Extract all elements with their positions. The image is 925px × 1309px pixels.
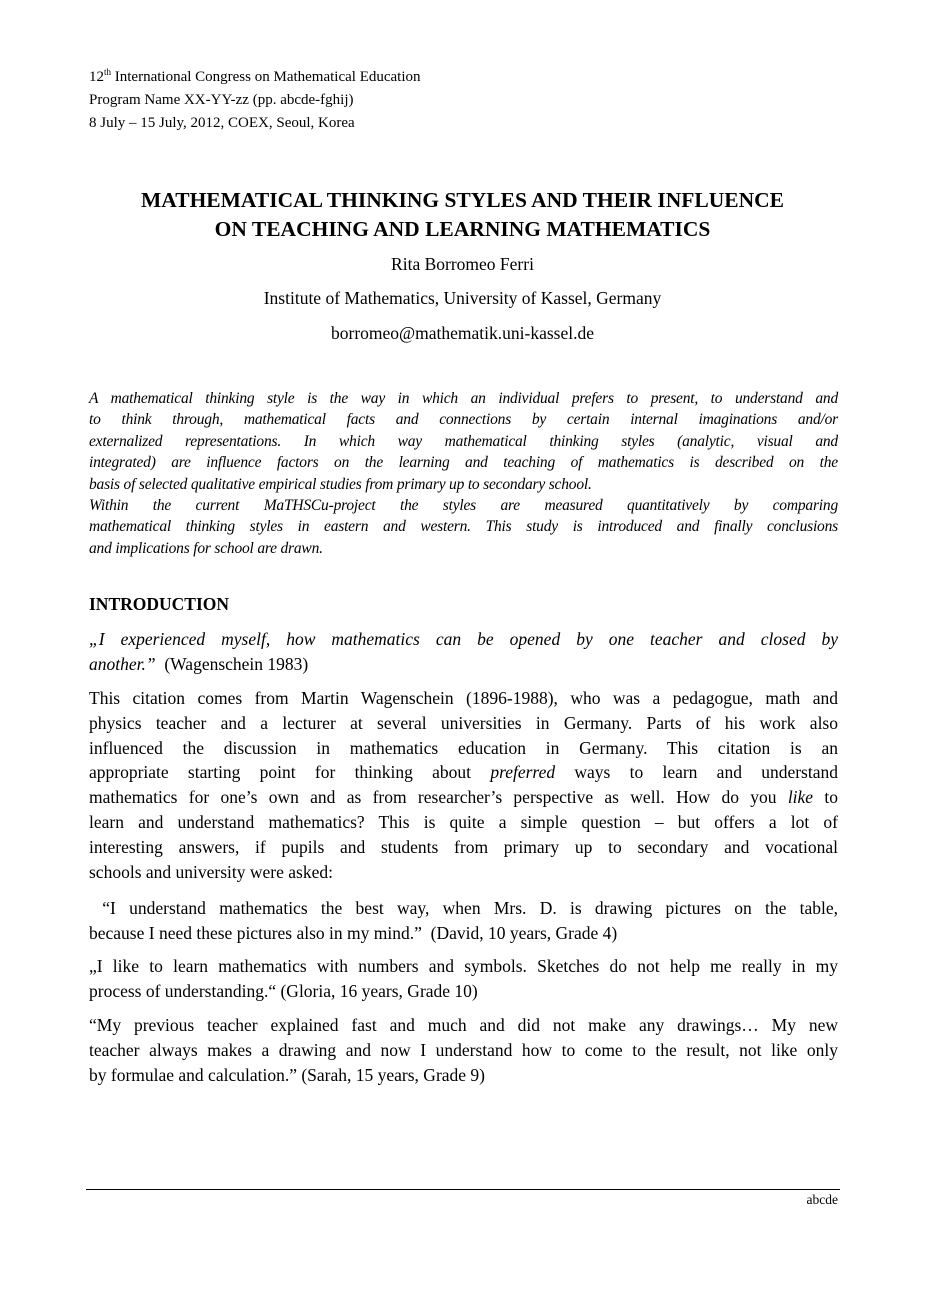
affiliation: Institute of Mathematics, University of Kassel, Germany xyxy=(263,288,662,308)
paragraph-line xyxy=(89,785,838,810)
author-name: Rita Borromeo Ferri xyxy=(391,254,534,274)
quote-line: process of understanding.“ (Gloria, 16 years, Grade 10) xyxy=(89,980,478,1001)
quote-line: teacher always makes a drawing and now I understand how to come to the result, not like only xyxy=(89,1039,838,1060)
epigraph-line: „I experienced myself, how mathematics can be opened by one teacher and closed by xyxy=(89,629,838,649)
abstract-line: and implications for school are drawn. xyxy=(89,539,323,557)
section-heading: INTRODUCTION xyxy=(89,594,230,614)
text-segment: appropriate starting point for thinking about xyxy=(89,762,491,783)
paragraph-line xyxy=(89,760,838,785)
quote-line: “I understand mathematics the best way, when Mrs. D. is drawing pictures on the table, xyxy=(89,898,838,918)
conference-name: International Congress on Mathematical Education xyxy=(111,69,421,85)
epigraph xyxy=(89,627,838,677)
paragraph-line: learn and understand mathematics? This is quite a simple question – but offers a lot of xyxy=(89,811,838,832)
abstract-line: basis of selected qualitative empirical studies from primary up to secondary school. xyxy=(89,475,592,493)
abstract-line: integrated) are influence factors on the learning and teaching of mathematics is described on the xyxy=(89,454,838,472)
intro-paragraph xyxy=(89,686,838,884)
emphasis: like xyxy=(787,787,814,808)
paragraph-line: influenced the discussion in mathematics education in Germany. This citation is an xyxy=(89,737,838,758)
date-venue-line: 8 July – 15 July, 2012, COEX, Seoul, Korea xyxy=(89,115,355,131)
paragraph-line: interesting answers, if pupils and students from primary up to secondary and vocational xyxy=(89,836,838,857)
paragraph-line: schools and university were asked: xyxy=(89,861,333,882)
epigraph-text: another.” xyxy=(89,653,156,674)
program-line: Program Name XX-YY-zz (pp. abcde-fghij) xyxy=(89,92,354,108)
title-line-1: MATHEMATICAL THINKING STYLES AND THEIR INFLUENCE xyxy=(141,188,784,212)
conference-line xyxy=(89,66,838,89)
abstract-line: externalized representations. In which way mathematical thinking styles (analytic, visual and xyxy=(89,432,838,450)
footer-rule xyxy=(86,1189,840,1190)
paragraph-line: physics teacher and a lecturer at several universities in Germany. Parts of his work also xyxy=(89,712,838,733)
abstract xyxy=(89,388,838,559)
text-segment: to xyxy=(813,787,838,808)
abstract-line: A mathematical thinking style is the way in which an individual prefers to present, to understand and xyxy=(89,390,838,407)
epigraph-line xyxy=(89,652,838,677)
author-email: borromeo@mathematik.uni-kassel.de xyxy=(331,323,594,343)
quote-sarah xyxy=(89,1013,838,1087)
quote-david xyxy=(89,896,838,946)
quote-gloria xyxy=(89,954,838,1004)
abstract-line: Within the current MaTHSCu-project the styles are measured quantitatively by comparing xyxy=(89,497,838,515)
title-line-2: ON TEACHING AND LEARNING MATHEMATICS xyxy=(214,217,711,241)
epigraph-citation: (Wagenschein 1983) xyxy=(155,653,309,674)
paragraph-line: This citation comes from Martin Wagenschein (1896-1988), who was a pedagogue, math and xyxy=(89,688,838,708)
paper-title xyxy=(60,186,865,244)
quote-line: because I need these pictures also in my mind.” (David, 10 years, Grade 4) xyxy=(89,922,618,943)
ordinal-number: 12 xyxy=(89,69,104,85)
text-segment: mathematics for one’s own and as from researcher’s perspective as well. How do you xyxy=(89,787,788,808)
abstract-line: mathematical thinking styles in eastern and western. This study is introduced and finally conclusions xyxy=(89,518,838,536)
quote-line: „I like to learn mathematics with numbers and symbols. Sketches do not help me really in my xyxy=(89,956,838,976)
quote-line: by formulae and calculation.” (Sarah, 15 years, Grade 9) xyxy=(89,1064,486,1085)
quote-line: “My previous teacher explained fast and much and did not make any drawings… My new xyxy=(89,1015,838,1035)
text-segment: ways to learn and understand xyxy=(555,762,838,783)
abstract-line: to think through, mathematical facts and connections by certain internal imaginations and/or xyxy=(89,411,838,429)
page-number: abcde xyxy=(806,1192,838,1207)
ordinal-suffix: th xyxy=(104,67,112,77)
emphasis: preferred xyxy=(490,762,556,783)
running-header xyxy=(89,66,838,135)
